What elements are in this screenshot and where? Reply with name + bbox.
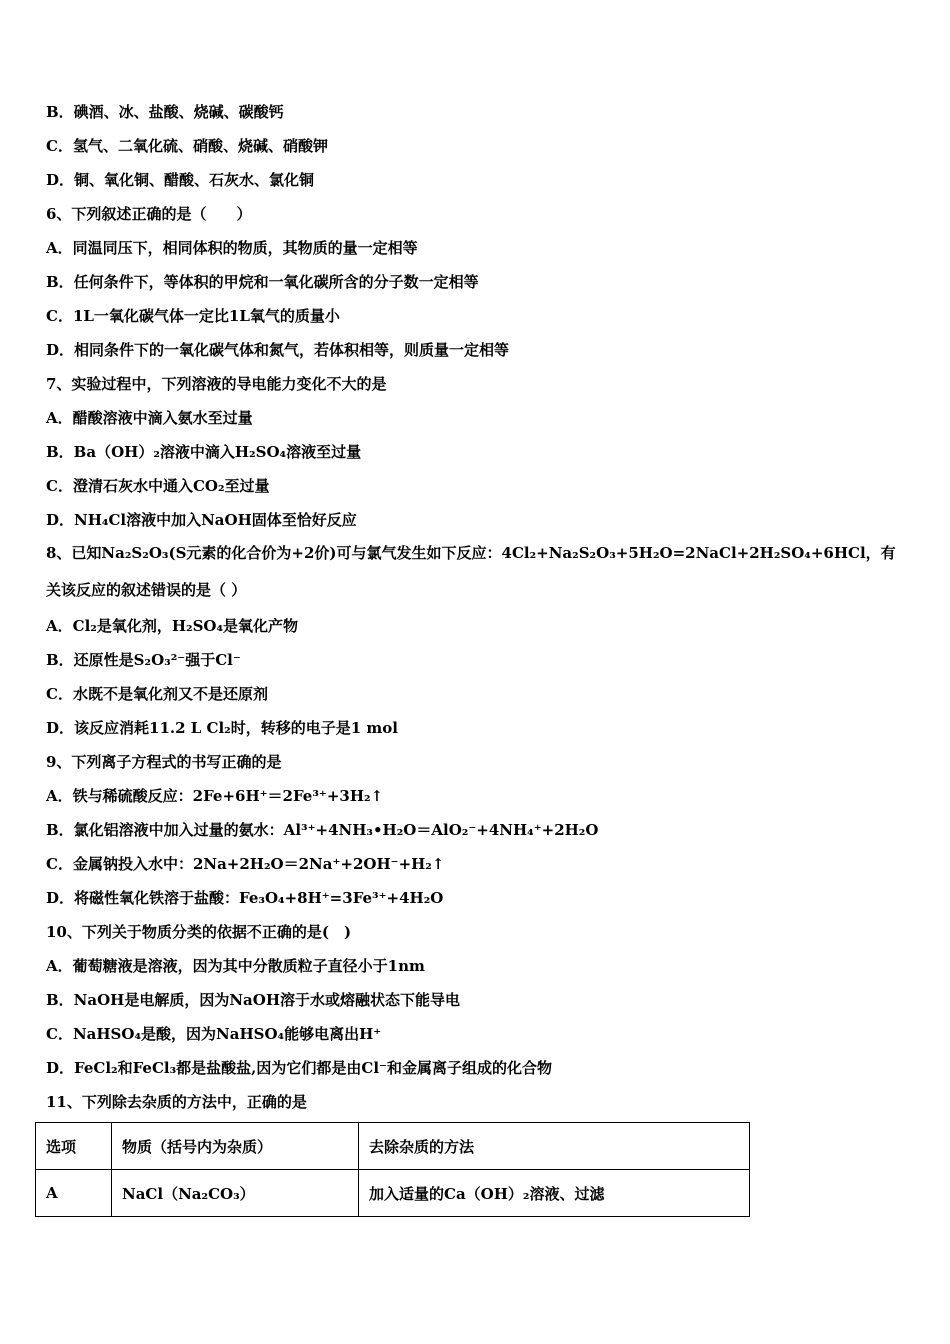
q11-stem: 11、下列除去杂质的方法中，正确的是 (46, 1093, 307, 1111)
q8-stem: 8、已知Na₂S₂O₃(S元素的化合价为+2价)可与氯气发生如下反应：4Cl₂+Na₂S₂O₃+5H₂O=2NaCl+2H₂SO₄+6HCl，有关该反应的叙述错误的是（ ） (46, 544, 896, 599)
q5-option-c: C．氢气、二氧化硫、硝酸、烧碱、硝酸钾 (46, 137, 328, 155)
q5-option-d: D．铜、氧化铜、醋酸、石灰水、氯化铜 (46, 171, 315, 189)
q9-option-c: C．金属钠投入水中：2Na+2H₂O＝2Na⁺+2OH⁻+H₂↑ (46, 855, 445, 873)
q10-stem: 10、下列关于物质分类的依据不正确的是( ) (46, 923, 352, 941)
table-row (36, 1170, 750, 1217)
q8-option-b: B．还原性是S₂O₃²⁻强于Cl⁻ (46, 651, 241, 669)
table-header-cell: 去除杂质的方法 (359, 1123, 750, 1170)
q10-option-b: B．NaOH是电解质，因为NaOH溶于水或熔融状态下能导电 (46, 991, 461, 1009)
q11-table (35, 1122, 750, 1217)
q9-option-b: B．氯化铝溶液中加入过量的氨水：Al³⁺+4NH₃•H₂O＝AlO₂⁻+4NH₄⁺+2H₂O (46, 821, 599, 839)
q9-stem: 9、下列离子方程式的书写正确的是 (46, 753, 282, 771)
q6-option-c: C．1L一氧化碳气体一定比1L氧气的质量小 (46, 307, 340, 325)
q7-option-c: C．澄清石灰水中通入CO₂至过量 (46, 477, 270, 495)
table-header-cell: 物质（括号内为杂质） (112, 1123, 359, 1170)
q10-option-c: C．NaHSO₄是酸，因为NaHSO₄能够电离出H⁺ (46, 1025, 382, 1043)
q6-option-a: A．同温同压下，相同体积的物质，其物质的量一定相等 (46, 239, 418, 257)
q6-option-d: D．相同条件下的一氧化碳气体和氮气，若体积相等，则质量一定相等 (46, 341, 510, 359)
q8-option-d: D．该反应消耗11.2 L Cl₂时，转移的电子是1 mol (46, 719, 398, 737)
q7-option-d: D．NH₄Cl溶液中加入NaOH固体至恰好反应 (46, 511, 357, 529)
q10-option-d: D．FeCl₂和FeCl₃都是盐酸盐,因为它们都是由Cl⁻和金属离子组成的化合物 (46, 1059, 552, 1077)
table-cell: 加入适量的Ca（OH）₂溶液、过滤 (359, 1170, 750, 1217)
q5-option-b: B．碘酒、冰、盐酸、烧碱、碳酸钙 (46, 103, 284, 121)
q6-option-b: B．任何条件下，等体积的甲烷和一氧化碳所含的分子数一定相等 (46, 273, 479, 291)
q7-option-b: B．Ba（OH）₂溶液中滴入H₂SO₄溶液至过量 (46, 443, 362, 461)
table-header-cell: 选项 (36, 1123, 112, 1170)
q9-option-a: A．铁与稀硫酸反应：2Fe+6H⁺＝2Fe³⁺+3H₂↑ (46, 787, 384, 805)
q8-option-a: A．Cl₂是氧化剂，H₂SO₄是氧化产物 (46, 617, 299, 635)
table-cell: NaCl（Na₂CO₃） (112, 1170, 359, 1217)
q9-option-d: D．将磁性氧化铁溶于盐酸：Fe₃O₄+8H⁺=3Fe³⁺+4H₂O (46, 889, 444, 907)
q7-option-a: A．醋酸溶液中滴入氨水至过量 (46, 409, 253, 427)
q6-stem: 6、下列叙述正确的是（ ） (46, 205, 252, 223)
table-cell: A (36, 1170, 112, 1217)
q7-stem: 7、实验过程中，下列溶液的导电能力变化不大的是 (46, 375, 387, 393)
table-header-row (36, 1123, 750, 1170)
q8-option-c: C．水既不是氧化剂又不是还原剂 (46, 685, 268, 703)
q10-option-a: A．葡萄糖液是溶液，因为其中分散质粒子直径小于1nm (46, 957, 425, 975)
